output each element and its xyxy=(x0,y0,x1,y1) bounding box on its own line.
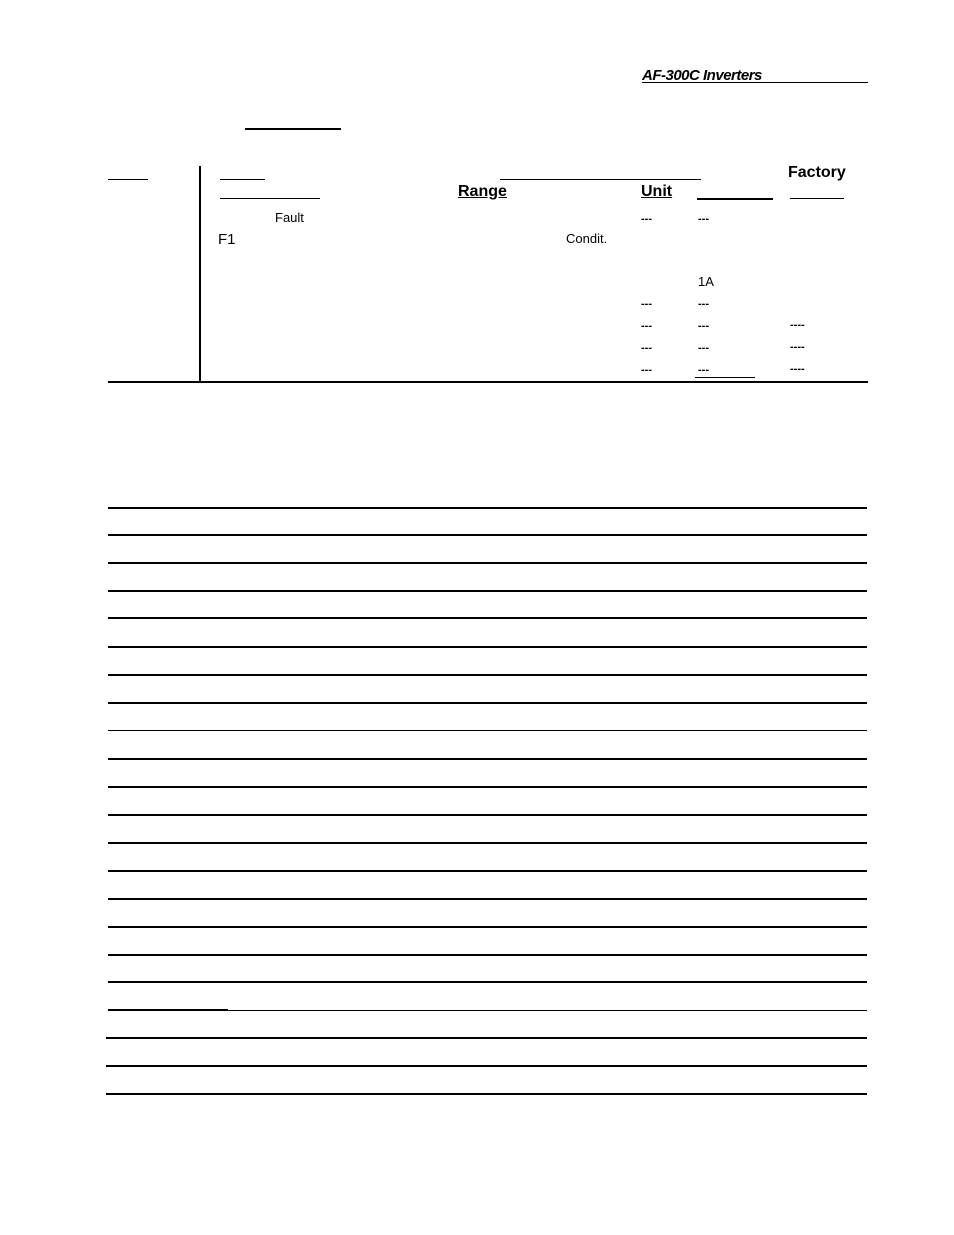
cell-setting: --- xyxy=(698,213,709,225)
cell-setting: --- xyxy=(698,298,709,310)
blank-line xyxy=(108,954,867,956)
cell-setting: 1A xyxy=(698,274,714,289)
cell-unit: --- xyxy=(641,213,652,225)
cell-factory: ---- xyxy=(790,319,805,331)
column-underline xyxy=(790,198,844,199)
table-bottom-rule xyxy=(108,381,868,383)
blank-line xyxy=(108,926,867,928)
cell-setting: --- xyxy=(698,342,709,354)
blank-line xyxy=(108,870,867,872)
cell-condition: Condit. xyxy=(566,231,608,246)
table-divider xyxy=(199,166,201,381)
cell-factory: ---- xyxy=(790,341,805,353)
cell-code: F1 xyxy=(218,231,236,248)
column-underline xyxy=(695,377,755,378)
cell-setting: --- xyxy=(698,364,709,376)
blank-line xyxy=(108,814,867,816)
blank-line xyxy=(108,730,867,731)
blank-line xyxy=(108,562,867,564)
blank-line xyxy=(108,898,867,900)
cell-setting: --- xyxy=(698,320,709,332)
cell-unit: --- xyxy=(641,320,652,332)
blank-line xyxy=(106,1037,867,1039)
cell-unit: --- xyxy=(641,298,652,310)
cell-label: Fault xyxy=(275,210,304,225)
cell-factory: ---- xyxy=(790,363,805,375)
column-underline xyxy=(220,179,265,180)
blank-line xyxy=(108,1009,228,1011)
document-title: AF-300C Inverters xyxy=(642,67,762,84)
column-underline xyxy=(697,198,773,200)
blank-line xyxy=(108,590,867,592)
blank-line xyxy=(108,674,867,676)
header-factory: Factory xyxy=(788,164,846,181)
blank-line xyxy=(108,981,867,983)
column-underline xyxy=(108,179,148,180)
header-range: Range xyxy=(458,183,507,200)
cell-unit: --- xyxy=(641,342,652,354)
blank-line xyxy=(108,617,867,619)
blank-line xyxy=(106,1093,867,1095)
header-unit: Unit xyxy=(641,183,673,200)
header-rule xyxy=(642,82,868,83)
blank-line xyxy=(108,842,867,844)
blank-line xyxy=(106,1065,867,1067)
section-title-underline xyxy=(245,128,341,130)
blank-line xyxy=(108,786,867,788)
blank-line xyxy=(108,758,867,760)
blank-line xyxy=(108,507,867,509)
column-underline xyxy=(220,198,320,199)
cell-unit: --- xyxy=(641,364,652,376)
blank-line xyxy=(228,1010,867,1011)
blank-line xyxy=(108,646,867,648)
blank-line xyxy=(108,702,867,704)
column-underline xyxy=(500,179,701,180)
blank-line xyxy=(108,534,867,536)
